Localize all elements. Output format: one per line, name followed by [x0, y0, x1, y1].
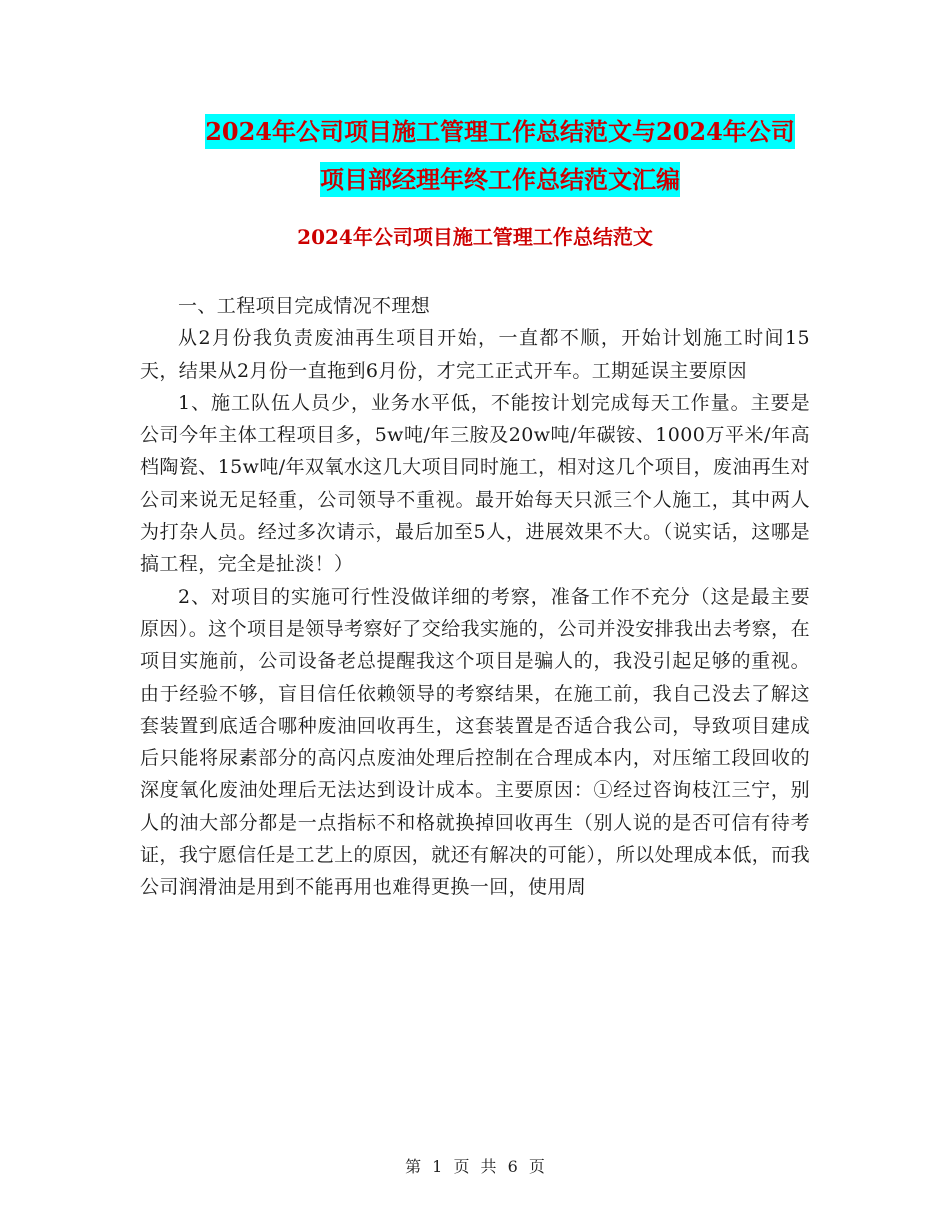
page-footer: 第 1 页 共 6 页 — [405, 1157, 545, 1176]
section-title: 2024年公司项目施工管理工作总结范文 — [297, 225, 653, 249]
paragraph: 2、对项目的实施可行性没做详细的考察，准备工作不充分（这是最主要原因）。这个项目是领导考察好了交给我实施的，公司并没安排我出去考察，在项目实施前，公司设备老总提醒我这个项目是骗人的，我没引起足够的重视。由于经验不够，盲目信任依赖领导的考察结果，在施工前，我自己没去了解这套装置到底适合哪种废油回收再生，这套装置是否适合我公司，导致项目建成后只能将尿素部分的高闪点废油处理后控制在合理成本内，对压缩工段回收的深度氧化废油处理后无法达到设计成本。主要原因：①经过咨询枝江三宁，别人的油大部分都是一点指标不和格就换掉回收再生（别人说的是否可信有待考证，我宁愿信任是工艺上的原因，就还有解决的可能），所以处理成本低，而我公司润滑油是用到不能再用也难得更换一回，使用周 — [140, 585, 810, 899]
paragraph: 从2月份我负责废油再生项目开始，一直都不顺，开始计划施工时间15天，结果从2月份一直拖到6月份，才完工正式开车。工期延误主要原因 — [140, 327, 810, 382]
main-title-line-1: 2024年公司项目施工管理工作总结范文与2024年公司 — [205, 114, 795, 149]
document-body — [140, 290, 810, 904]
paragraph: 1、施工队伍人员少，业务水平低，不能按计划完成每天工作量。主要是公司今年主体工程项目多，5w吨/年三胺及20w吨/年碳铵、1000万平米/年高档陶瓷、15w吨/年双氧水这几大项目同时施工，相对这几个项目，废油再生对公司来说无足轻重，公司领导不重视。最开始每天只派三个人施工，其中两人为打杂人员。经过多次请示，最后加至5人，进展效果不大。（说实话，这哪是搞工程，完全是扯淡！） — [140, 391, 810, 576]
main-title-line-2: 项目部经理年终工作总结范文汇编 — [320, 162, 680, 197]
paragraph: 一、工程项目完成情况不理想 — [178, 295, 431, 317]
document-main-title — [140, 108, 860, 204]
